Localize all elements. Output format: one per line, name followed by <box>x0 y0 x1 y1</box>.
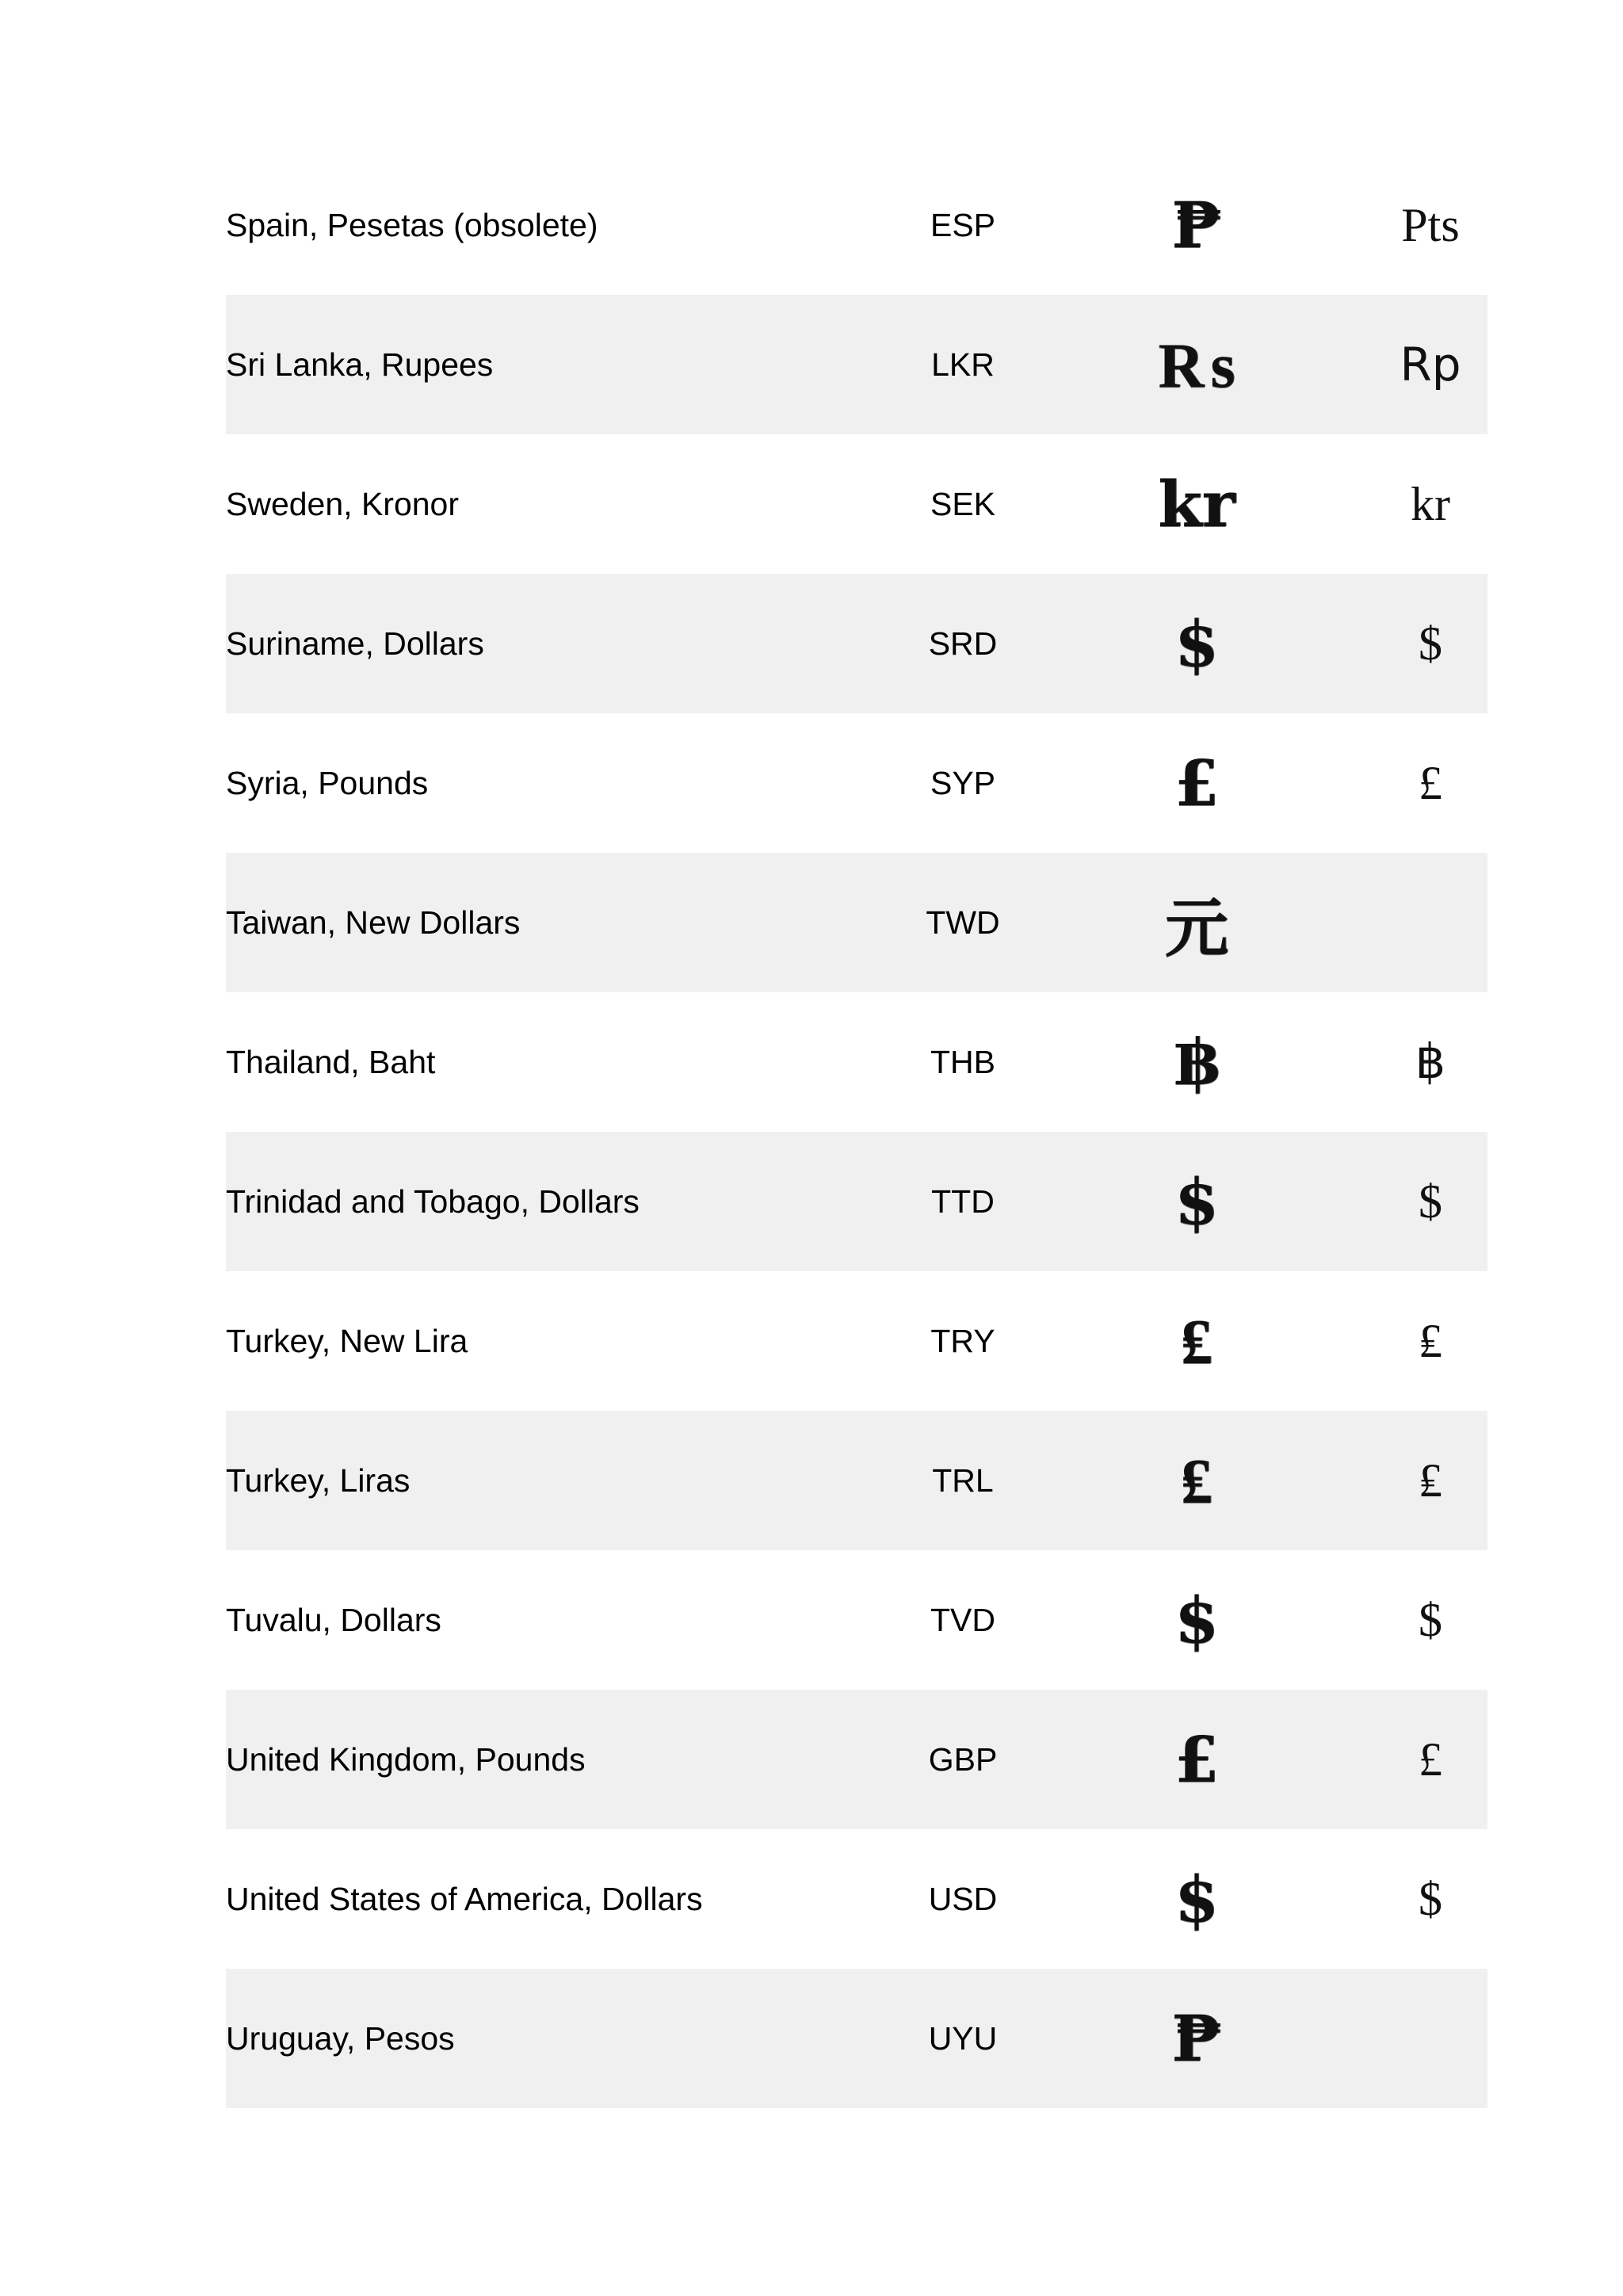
currency-code: SEK <box>930 485 996 522</box>
currency-glyph-image: £ <box>1174 1722 1219 1797</box>
currency-glyph-image: $ <box>1174 1164 1219 1239</box>
currency-symbol: ₤ <box>1419 1454 1442 1507</box>
currency-code: TTD <box>931 1182 995 1220</box>
currency-glyph-image: £ <box>1174 746 1219 820</box>
table-row <box>226 1271 1487 1411</box>
currency-symbol: kr <box>1411 477 1450 530</box>
currency-glyph-image: ₱ <box>1171 2001 1222 2076</box>
country-currency-name: Uruguay, Pesos <box>226 2019 455 2057</box>
country-currency-name: Turkey, New Lira <box>226 1322 468 1359</box>
currency-symbol: ฿ <box>1415 1036 1446 1088</box>
country-currency-name: Taiwan, New Dollars <box>226 904 521 941</box>
table-row <box>226 434 1487 574</box>
table-row <box>226 1690 1487 1829</box>
table-row <box>226 1829 1487 1969</box>
table-row <box>226 295 1487 434</box>
currency-code: TWD <box>926 904 1000 941</box>
currency-glyph-image: $ <box>1174 606 1219 681</box>
currency-symbol: ₤ <box>1419 1314 1442 1367</box>
table-row <box>226 1132 1487 1271</box>
currency-glyph-image: ₤ <box>1181 1442 1212 1518</box>
currency-code: THB <box>930 1043 995 1080</box>
country-currency-name: Tuvalu, Dollars <box>226 1601 441 1638</box>
currency-symbol: £ <box>1419 756 1442 809</box>
country-currency-name: United States of America, Dollars <box>226 1880 703 1917</box>
country-currency-name: Turkey, Liras <box>226 1461 411 1499</box>
country-currency-name: Suriname, Dollars <box>226 625 484 662</box>
currency-glyph-image: 元 <box>1165 890 1228 965</box>
currency-code: SRD <box>928 625 998 662</box>
currency-symbol: Rp <box>1400 338 1461 392</box>
currency-glyph-image: kr <box>1158 467 1235 541</box>
currency-symbol <box>1312 853 1549 992</box>
table-row <box>226 992 1487 1132</box>
country-currency-name: Sweden, Kronor <box>226 485 460 522</box>
currency-glyph-image: ฿ <box>1174 1025 1219 1099</box>
currency-code: USD <box>928 1880 998 1917</box>
table-row <box>226 713 1487 853</box>
currency-symbol: $ <box>1419 1872 1442 1925</box>
currency-symbol <box>1312 1969 1549 2108</box>
country-currency-name: Sri Lanka, Rupees <box>226 346 494 383</box>
currency-code: ESP <box>930 206 996 243</box>
currency-code: SYP <box>930 764 996 801</box>
currency-glyph-image: $ <box>1174 1583 1219 1657</box>
currency-symbol: $ <box>1419 1175 1442 1228</box>
country-currency-name: United Kingdom, Pounds <box>226 1740 586 1778</box>
country-currency-name: Spain, Pesetas (obsolete) <box>226 206 598 243</box>
currency-table <box>226 155 1487 2108</box>
currency-symbol: Pts <box>1401 198 1460 251</box>
table-row <box>226 1411 1487 1550</box>
country-currency-name: Syria, Pounds <box>226 764 429 801</box>
table-row <box>226 574 1487 713</box>
table-row <box>226 155 1487 295</box>
currency-glyph-image: ₱ <box>1171 188 1222 262</box>
table-row <box>226 1550 1487 1690</box>
currency-glyph-image: ₨ <box>1158 327 1235 402</box>
currency-code: UYU <box>928 2019 998 2057</box>
currency-code: GBP <box>928 1740 998 1778</box>
currency-glyph-image: $ <box>1174 1862 1219 1936</box>
currency-code: LKR <box>931 346 995 383</box>
country-currency-name: Thailand, Baht <box>226 1043 436 1080</box>
currency-symbol: £ <box>1419 1733 1442 1786</box>
currency-symbol: $ <box>1419 617 1442 670</box>
table-row <box>226 1969 1487 2108</box>
currency-code: TVD <box>930 1601 995 1638</box>
country-currency-name: Trinidad and Tobago, Dollars <box>226 1182 640 1220</box>
table-row <box>226 853 1487 992</box>
currency-code: TRY <box>930 1322 995 1359</box>
currency-glyph-image: ₤ <box>1181 1303 1212 1378</box>
currency-symbol: $ <box>1419 1593 1442 1646</box>
currency-code: TRL <box>932 1461 994 1499</box>
